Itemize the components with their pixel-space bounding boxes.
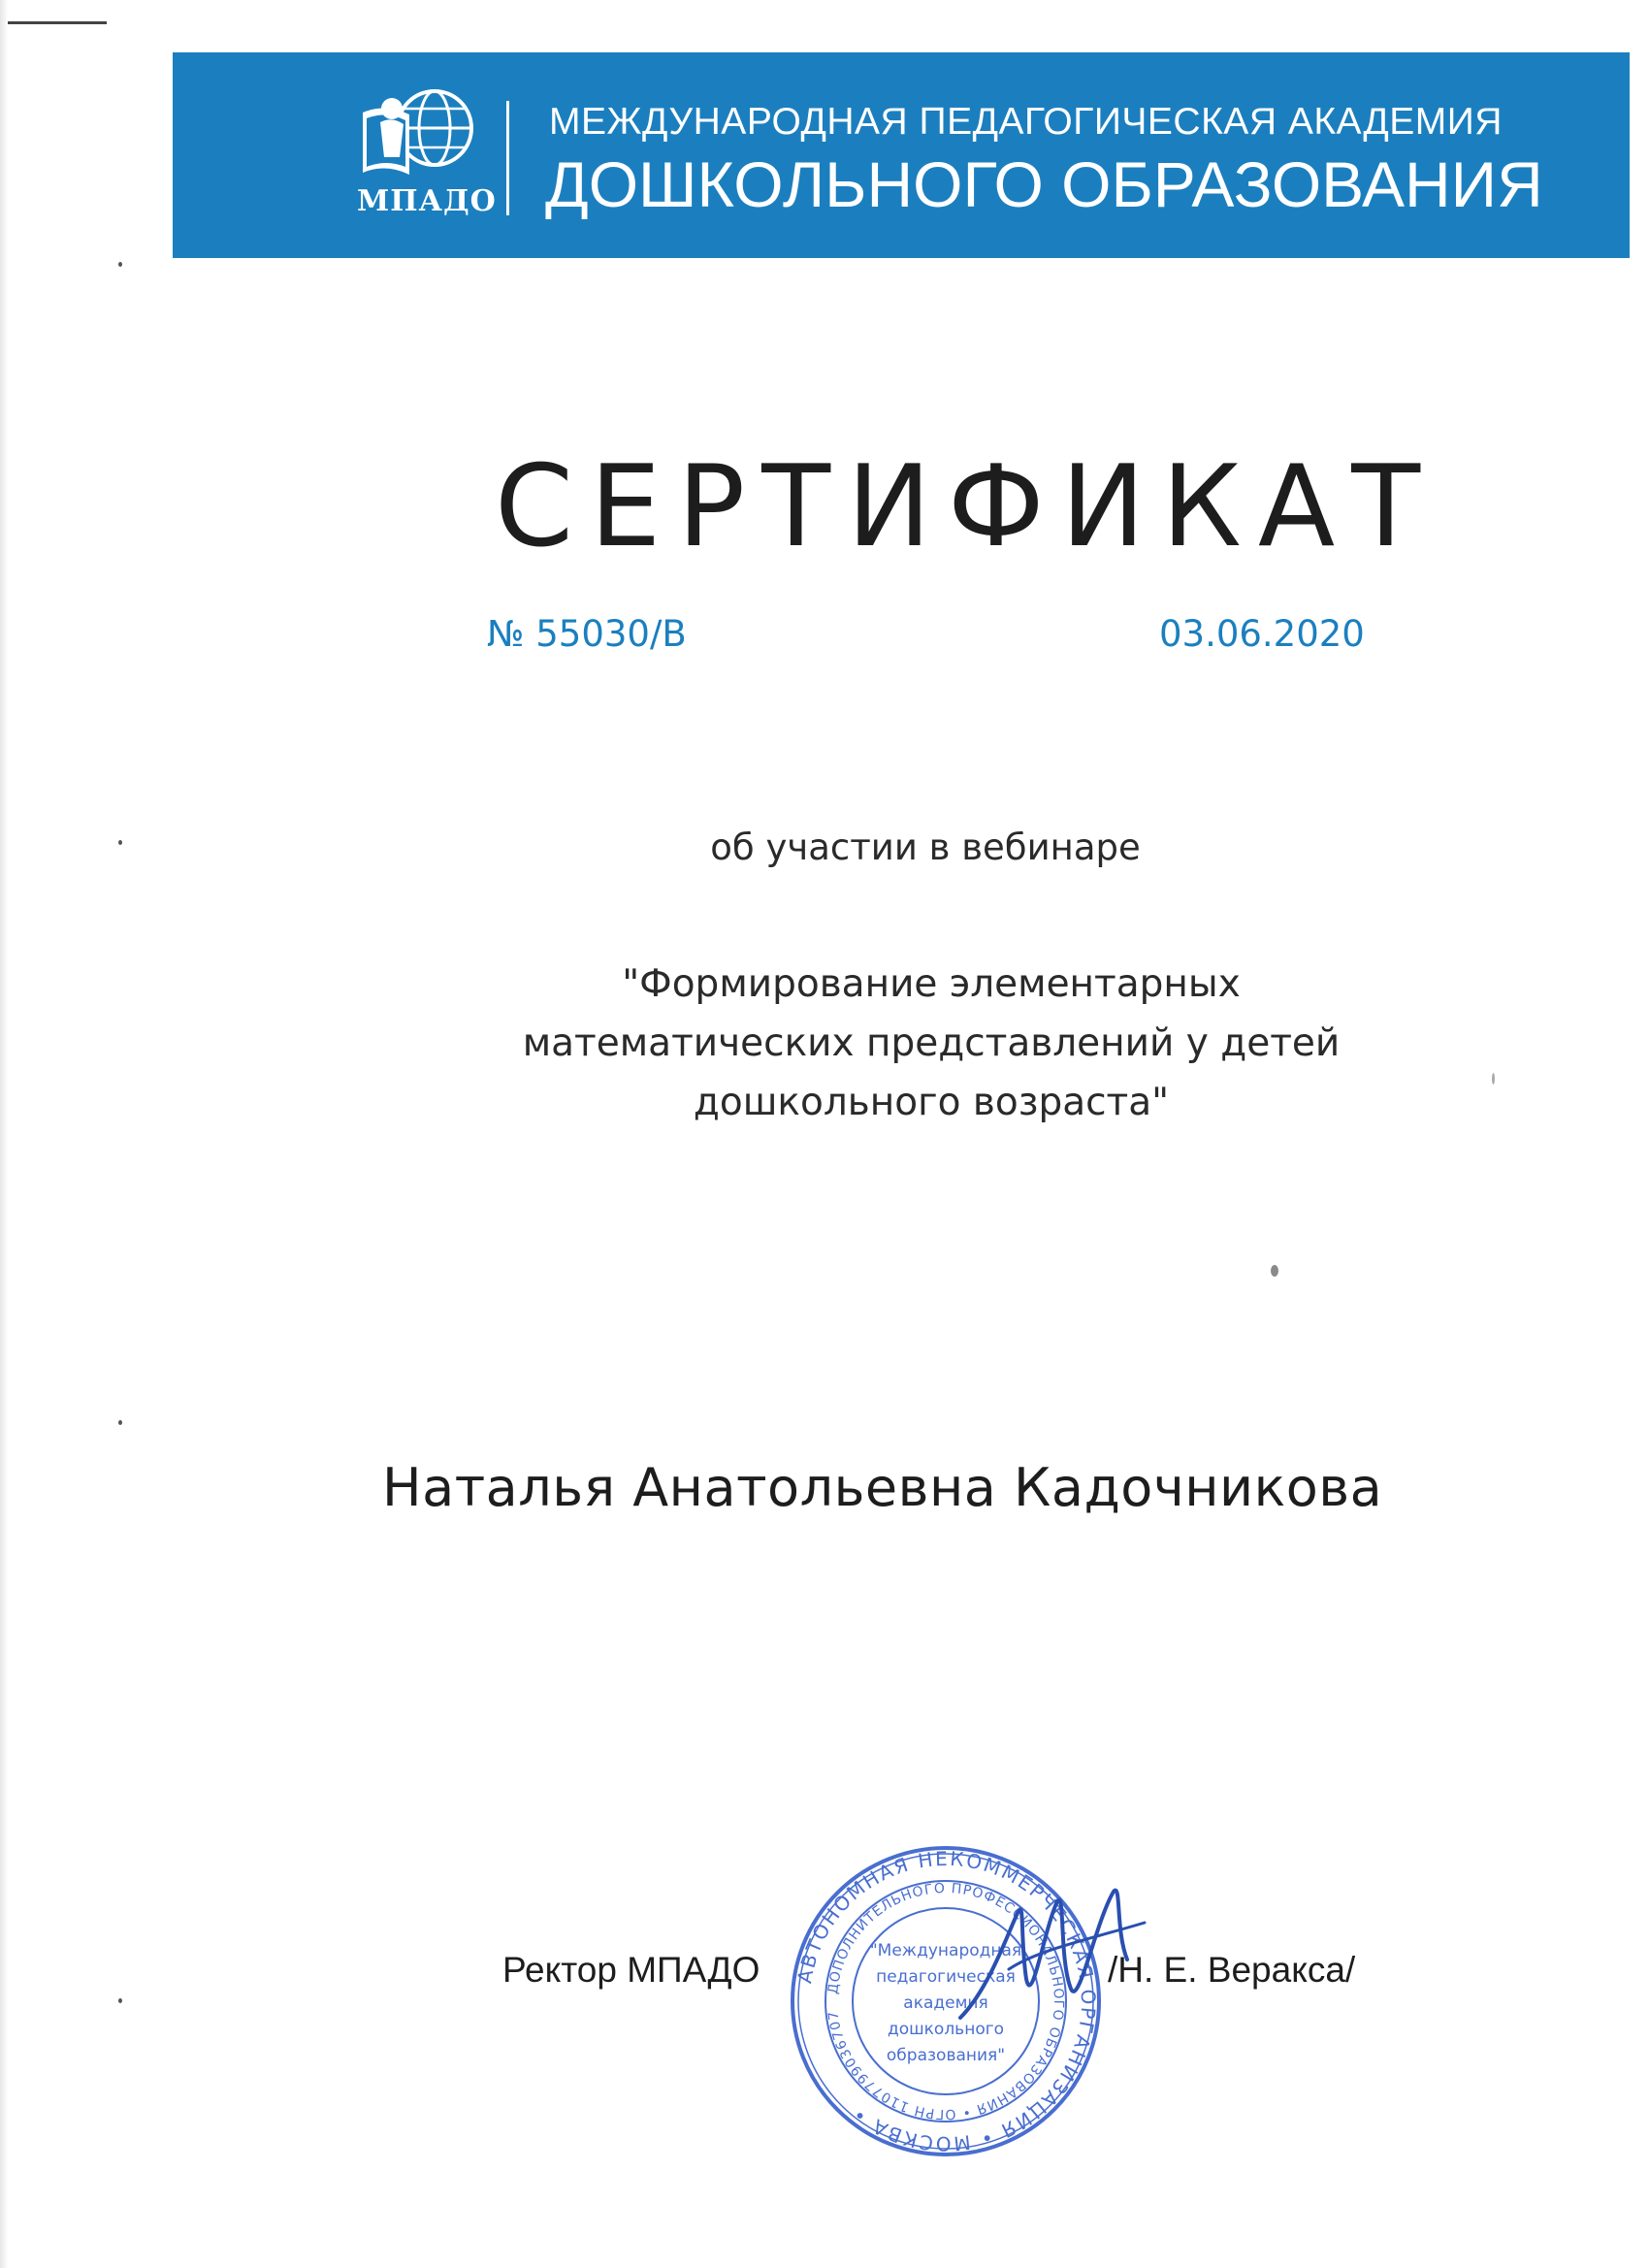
stamp-center-line: академия bbox=[903, 1993, 988, 2013]
academy-header-band bbox=[173, 52, 1630, 258]
participation-text: об участии в вебинаре bbox=[710, 826, 1141, 868]
scan-speck bbox=[118, 262, 122, 267]
stamp-center-line: "Международная bbox=[869, 1941, 1022, 1960]
stamp-inner-text: ДОПОЛНИТЕЛЬНОГО ПРОФЕССИОНАЛЬНОГО ОБРАЗОВАНИЯ • ОГРН 1107799036707 bbox=[825, 1880, 1067, 2122]
certificate-number: № 55030/В bbox=[487, 613, 687, 655]
participant-name: Наталья Анатольевна Кадочникова bbox=[382, 1457, 1383, 1518]
stamp-center-line: образования" bbox=[886, 2046, 1006, 2065]
academy-logo bbox=[357, 80, 497, 225]
scan-speck bbox=[118, 1420, 122, 1425]
rector-label: Ректор МПАДО bbox=[502, 1950, 760, 1990]
scan-speck bbox=[1271, 1265, 1278, 1277]
scan-speck bbox=[118, 840, 122, 845]
webinar-title-line: математических представлений у детей bbox=[522, 1021, 1341, 1065]
academy-name-line2: ДОШКОЛЬНОГО ОБРАЗОВАНИЯ bbox=[545, 148, 1543, 220]
logo-caption: МПАДО bbox=[357, 184, 497, 218]
stamp-center-line: дошкольного bbox=[887, 2020, 1005, 2039]
scan-corner-mark bbox=[8, 21, 107, 24]
scan-speck bbox=[118, 1998, 122, 2003]
stamp-center-line: педагогическая bbox=[876, 1967, 1016, 1987]
rector-name: /Н. Е. Веракса/ bbox=[1108, 1950, 1356, 1990]
stamp-outer-text: АВТОНОМНАЯ НЕКОММЕРЧЕСКАЯ ОРГАНИЗАЦИЯ • МОСКВА • bbox=[792, 1846, 1101, 2156]
scan-edge bbox=[0, 0, 8, 2268]
academy-name-line1: МЕЖДУНАРОДНАЯ ПЕДАГОГИЧЕСКАЯ АКАДЕМИЯ bbox=[549, 101, 1503, 143]
certificate-date: 03.06.2020 bbox=[1159, 613, 1365, 655]
logo-book-globe-icon bbox=[357, 80, 483, 186]
scan-speck bbox=[1492, 1073, 1495, 1085]
header-divider bbox=[506, 101, 509, 215]
webinar-title bbox=[417, 955, 1445, 1132]
webinar-title-line: дошкольного возраста" bbox=[693, 1081, 1170, 1124]
webinar-title-line: "Формирование элементарных bbox=[622, 962, 1241, 1006]
certificate-title: СЕРТИФИКАТ bbox=[495, 441, 1438, 572]
